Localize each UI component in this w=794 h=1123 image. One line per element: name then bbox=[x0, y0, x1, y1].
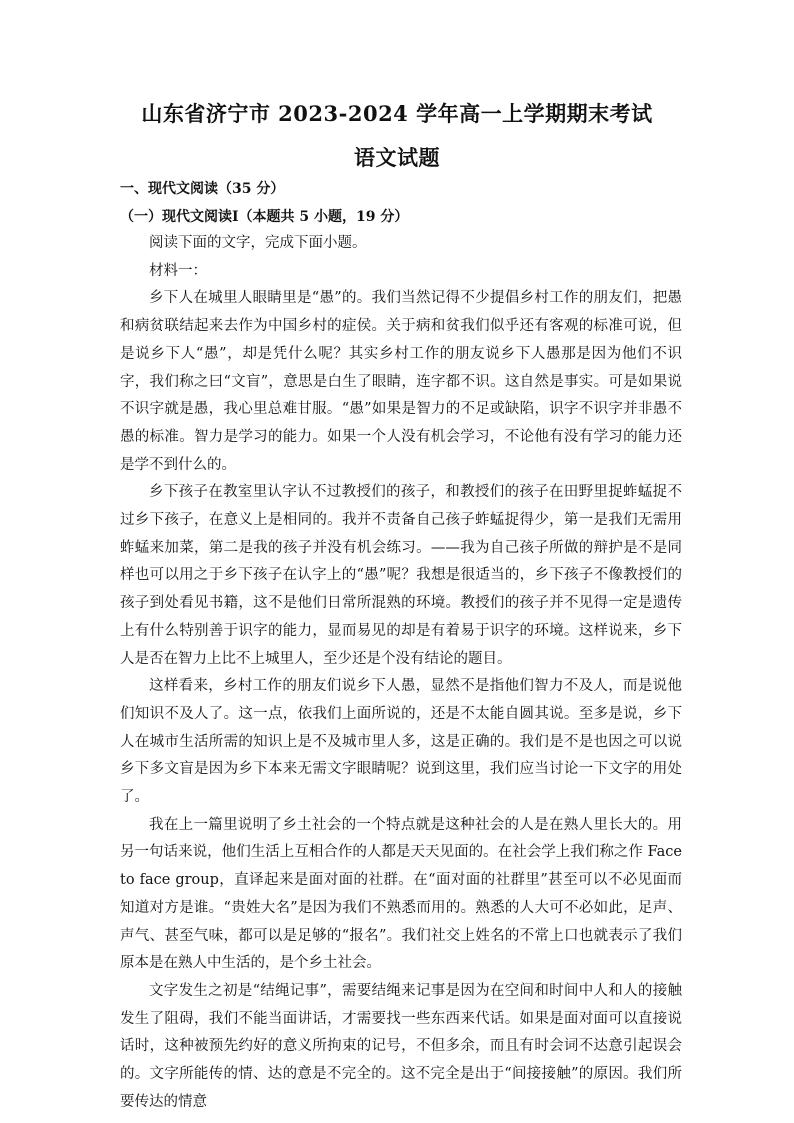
paragraph: 这样看来，乡村工作的朋友们说乡下人愚，显然不是指他们智力不及人，而是说他们知识不及人了。这一点，依我们上面所说的，还是不太能自圆其说。至多是说，乡下人在城市生活所需的知识上是不及城市里人多，这是正确的。我们是不是也因之可以说乡下多文盲是因为乡下本来无需文字眼睛呢？说到这里，我们应当讨论一下文字的用处了。 bbox=[120, 678, 682, 806]
paragraph: 我在上一篇里说明了乡土社会的一个特点就是这种社会的人是在熟人里长大的。用另一句话来说，他们生活上互相合作的人都是天天见面的。在社会学上我们称之作 Face to face group，直译起来是面对面的社群。在“面对面的社群里”甚至可以不必见面而知道对方是谁。“贵姓大名”是因为我们不熟悉而用的。熟悉的人大可不必如此，足声、声气、甚至气味，都可以是足够的“报名”。我们社交上姓名的不常上口也就表示了我们原本是在熟人中生活的，是个乡土社会。 bbox=[120, 816, 682, 972]
exam-subject-title: 语文试题 bbox=[354, 145, 440, 170]
reading-body bbox=[120, 230, 682, 1117]
material-label: 材料一： bbox=[149, 262, 207, 279]
paragraph: 乡下人在城里人眼睛里是“愚”的。我们当然记得不少提倡乡村工作的朋友们，把愚和病贫联结起来去作为中国乡村的症侯。关于病和贫我们似乎还有客观的标准可说，但是说乡下人“愚”，却是凭什么呢？其实乡村工作的朋友说乡下人愚那是因为他们不识字，我们称之曰“文盲”，意思是白生了眼睛，连字都不识。这自然是事实。可是如果说不识字就是愚，我心里总难甘服。“愚”如果是智力的不足或缺陷，识字不识字并非愚不愚的标准。智力是学习的能力。如果一个人没有机会学习，不论他有没有学习的能力还是学不到什么的。 bbox=[120, 290, 682, 473]
section-heading: 一、现代文阅读（35 分） bbox=[120, 181, 285, 197]
paragraph: 文字发生之初是“结绳记事”，需要结绳来记事是因为在空间和时间中人和人的接触发生了阻碍，我们不能当面讲话，才需要找一些东西来代话。如果是面对面可以直接说话时，这种被预先约好的意义所拘束的记号，不但多余，而且有时会词不达意引起误会的。文字所能传的情、达的意是不完全的。这不完全是出于“间接接触”的原因。我们所要传达的情意 bbox=[120, 982, 682, 1110]
instruction-text: 阅读下面的文字，完成下面小题。 bbox=[149, 235, 367, 251]
paragraph: 乡下孩子在教室里认字认不过教授们的孩子，和教授们的孩子在田野里捉蚱蜢捉不过乡下孩子，在意义上是相同的。我并不责备自己孩子蚱蜢捉得少，第一是我们无需用蚱蜢来加菜，第二是我的孩子并没有机会练习。——我为自己孩子所做的辩护是不是同样也可以用之于乡下孩子在认字上的“愚”呢？我想是很适当的，乡下孩子不像教授们的孩子到处看见书籍，这不是他们日常所混熟的环境。教授们的孩子并不见得一定是遗传上有什么特别善于识字的能力，显而易见的却是有着易于识字的环境。这样说来，乡下人是否在智力上比不上城里人，至少还是个没有结论的题目。 bbox=[120, 484, 682, 667]
exam-title: 山东省济宁市 2023-2024 学年高一上学期期末考试 bbox=[141, 101, 653, 126]
subsection-heading: （一）现代文阅读Ⅰ（本题共 5 小题，19 分） bbox=[120, 209, 409, 225]
